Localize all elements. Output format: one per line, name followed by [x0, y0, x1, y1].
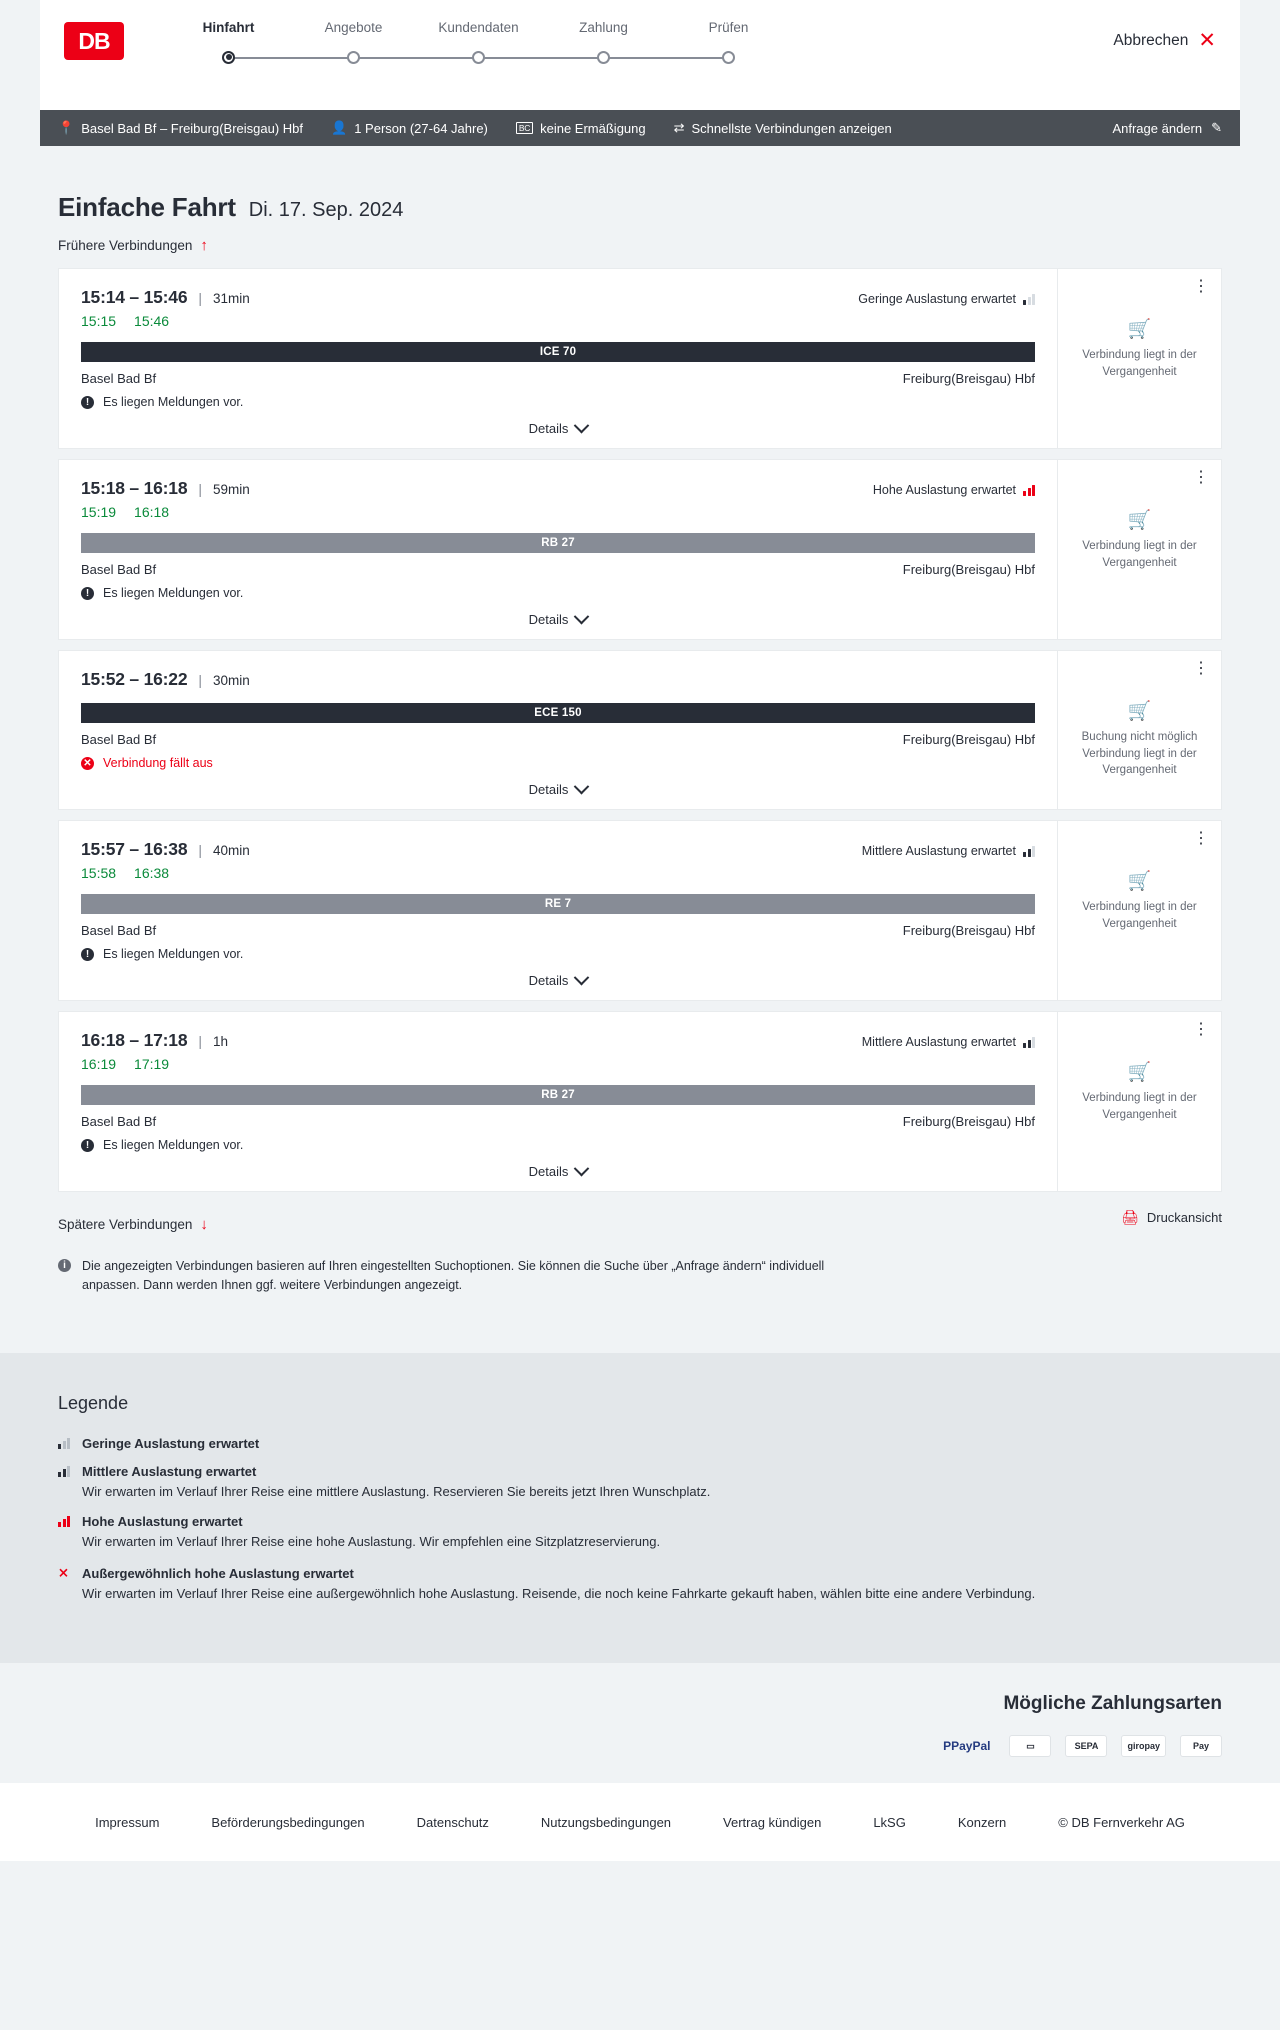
footer-link-datenschutz[interactable]: Datenschutz [416, 1814, 489, 1830]
payment-icons [58, 1735, 1222, 1757]
info-icon: i [58, 1259, 71, 1272]
connection-note [81, 756, 1035, 770]
realtime-departure: 16:19 [81, 1056, 117, 1072]
train-label: RE 7 [544, 898, 572, 910]
legend-item [58, 1464, 1222, 1502]
details-label: Details [528, 421, 569, 436]
very-high-occupancy-icon: ⨯ [58, 1565, 69, 1581]
stations-row [81, 371, 1035, 386]
payment-label: ▭ [1026, 1740, 1035, 1751]
creditcard-icon [1009, 1735, 1051, 1757]
occupancy-indicator [862, 1035, 1035, 1049]
info-icon: ! [81, 587, 94, 600]
applepay-icon [1180, 1735, 1222, 1757]
stations-row [81, 732, 1035, 747]
step-connector [479, 57, 604, 59]
details-toggle[interactable] [81, 612, 1035, 627]
occupancy-indicator [873, 483, 1035, 497]
occupancy-bars-icon [1023, 1037, 1035, 1048]
scheduled-times: 15:57 – 16:38 [81, 839, 188, 859]
booking-status [1070, 729, 1209, 779]
duration-label: 1h [213, 1034, 229, 1049]
step-prüfen[interactable] [666, 20, 791, 70]
db-logo[interactable]: DB [64, 22, 124, 60]
details-label: Details [528, 1164, 569, 1179]
bahncard-icon: BC [516, 122, 533, 135]
legend-item [58, 1514, 1222, 1552]
train-bar[interactable] [81, 342, 1035, 362]
duration-label: 59min [213, 482, 250, 497]
printer-icon: 🖨 [1121, 1209, 1139, 1225]
stations-row [81, 923, 1035, 938]
footer-link-lksg[interactable]: LkSG [873, 1814, 906, 1830]
more-options-icon[interactable]: ⋮ [1193, 278, 1209, 295]
realtime-times [81, 504, 1035, 520]
connection-note [81, 395, 1035, 409]
scheduled-times: 15:18 – 16:18 [81, 478, 188, 498]
details-label: Details [528, 973, 569, 988]
header [40, 0, 1240, 110]
payment-label: giropay [1127, 1741, 1160, 1752]
payment-methods-title: Mögliche Zahlungsarten [1003, 1693, 1222, 1715]
arrow-down-icon: ↓ [200, 1216, 208, 1233]
origin-station: Basel Bad Bf [81, 732, 157, 747]
occupancy-label: Hohe Auslastung erwartet [872, 483, 1016, 497]
destination-station: Freiburg(Breisgau) Hbf [902, 562, 1035, 577]
connection-times-row [81, 669, 1035, 690]
shopping-cart-icon: 🛒 [1127, 871, 1152, 892]
query-discount-label: keine Ermäßigung [540, 120, 646, 136]
legend-item-head [58, 1565, 1222, 1581]
giropay-icon [1121, 1735, 1166, 1757]
later-connections-button[interactable] [40, 1216, 208, 1233]
realtime-departure: 15:15 [81, 313, 117, 329]
occupancy-label: Mittlere Auslastung erwartet [861, 1035, 1016, 1049]
print-view-button[interactable] [1121, 1209, 1240, 1226]
change-query-button[interactable] [1112, 120, 1226, 136]
header-region [0, 0, 1280, 110]
chevron-down-icon [574, 970, 590, 986]
booking-status-line2: Verbindung liegt in der Vergangenheit [1082, 747, 1197, 777]
step-dot-icon [597, 51, 610, 64]
occupancy-bars-icon [58, 1516, 71, 1527]
occupancy-indicator [862, 844, 1035, 858]
connection-note [81, 947, 1035, 961]
more-options-icon[interactable]: ⋮ [1193, 660, 1209, 677]
print-view-label: Druckansicht [1146, 1210, 1222, 1225]
separator: | [198, 481, 203, 497]
booking-status-line2: Verbindung liegt in der Vergangenheit [1082, 901, 1197, 930]
details-toggle[interactable] [81, 1164, 1035, 1179]
connection-booking-panel [1057, 1012, 1221, 1191]
payment-label: SEPA [1074, 1741, 1099, 1752]
shopping-cart-icon: 🛒 [1127, 1062, 1152, 1083]
chevron-down-icon [574, 418, 590, 434]
scheduled-times: 16:18 – 17:18 [81, 1030, 188, 1050]
connection-note-text: Es liegen Meldungen vor. [103, 586, 244, 600]
footer-copyright: © DB Fernverkehr AG [1058, 1814, 1185, 1830]
earlier-connections-label: Frühere Verbindungen [58, 238, 193, 253]
location-pin-icon: 📍 [58, 120, 75, 135]
train-bar[interactable] [81, 703, 1035, 723]
search-options-hint-text: Die angezeigten Verbindungen basieren auf Ihren eingestellten Suchoptionen. Sie können die Suche über „Anfrage ändern“ individuell anpassen. Dann werden Ihnen ggf. weitere Verbindungen angezeigt. [82, 1259, 825, 1292]
page-footer [0, 1783, 1280, 1861]
cancel-button[interactable] [1113, 30, 1216, 51]
realtime-times [81, 865, 1035, 881]
step-connector [604, 57, 729, 59]
step-hinfahrt[interactable] [166, 20, 291, 70]
query-discount[interactable] [502, 121, 660, 136]
realtime-times [81, 1056, 1035, 1072]
occupancy-bars-icon [58, 1438, 71, 1449]
duration-label: 40min [213, 843, 250, 858]
query-route[interactable] [54, 120, 317, 136]
occupancy-bars-icon [1023, 485, 1035, 496]
connection-details [59, 460, 1057, 639]
booking-status-line1: Buchung nicht möglich [1081, 731, 1198, 743]
footer-link-impressum[interactable]: Impressum [95, 1814, 160, 1830]
footer-link-konzern[interactable]: Konzern [957, 1814, 1007, 1830]
footer-link-nutzungsbedingungen[interactable]: Nutzungsbedingungen [540, 1814, 672, 1830]
info-icon: ! [81, 948, 94, 961]
occupancy-label: Mittlere Auslastung erwartet [861, 844, 1016, 858]
connection-times-row [81, 839, 1035, 860]
legend-item-head [58, 1514, 1222, 1529]
step-connector [229, 57, 354, 59]
payment-label: PayPal [951, 1739, 991, 1754]
connection-booking-panel [1057, 460, 1221, 639]
step-angebote[interactable] [291, 20, 416, 70]
more-options-icon[interactable]: ⋮ [1193, 469, 1209, 486]
cancelled-icon: ✕ [81, 757, 94, 770]
details-label: Details [528, 612, 569, 627]
query-passengers[interactable] [317, 120, 502, 136]
duration-label: 31min [213, 291, 250, 306]
chevron-down-icon [574, 609, 590, 625]
legend-item-label: Mittlere Auslastung erwartet [82, 1463, 257, 1479]
separator: | [198, 1033, 203, 1049]
chevron-down-icon [574, 1161, 590, 1177]
destination-station: Freiburg(Breisgau) Hbf [902, 1114, 1035, 1129]
step-label: Kundendaten [438, 20, 519, 35]
origin-station: Basel Bad Bf [81, 371, 157, 386]
train-bar[interactable] [81, 894, 1035, 914]
arrow-up-icon: ↑ [200, 237, 208, 254]
query-sorting[interactable] [660, 120, 906, 136]
realtime-departure: 15:19 [81, 504, 117, 520]
list-footer-row [40, 1202, 1240, 1233]
realtime-arrival: 17:19 [134, 1056, 170, 1072]
connection-card[interactable] [58, 459, 1222, 640]
destination-station: Freiburg(Breisgau) Hbf [902, 371, 1035, 386]
connection-note-text: Es liegen Meldungen vor. [103, 395, 244, 409]
occupancy-bars-icon [1023, 294, 1035, 305]
details-toggle[interactable] [81, 782, 1035, 797]
scheduled-times: 15:52 – 16:22 [81, 669, 188, 689]
duration-label: 30min [213, 673, 250, 688]
legend-section [0, 1353, 1280, 1664]
connection-note-text: Verbindung fällt aus [103, 756, 213, 770]
person-icon: 👤 [331, 120, 348, 135]
legend-item-description: Wir erwarten im Verlauf Ihrer Reise eine hohe Auslastung. Wir empfehlen eine Sitzplatzreservierung. [82, 1534, 661, 1550]
connection-details [59, 821, 1057, 1000]
connection-times-row [81, 478, 1035, 499]
legend-items [58, 1436, 1222, 1605]
connection-note [81, 1138, 1035, 1152]
legend-title: Legende [58, 1392, 129, 1413]
connection-booking-panel [1057, 269, 1221, 448]
legend-item [58, 1436, 1222, 1451]
booking-status [1070, 899, 1209, 932]
connection-note-text: Es liegen Meldungen vor. [103, 947, 244, 961]
change-query-label: Anfrage ändern [1112, 120, 1203, 136]
origin-station: Basel Bad Bf [81, 562, 157, 577]
step-kundendaten[interactable] [416, 20, 541, 70]
query-passengers-label: 1 Person (27-64 Jahre) [354, 120, 488, 136]
connection-details [59, 269, 1057, 448]
booking-status [1070, 347, 1209, 380]
query-sorting-label: Schnellste Verbindungen anzeigen [691, 120, 892, 136]
legend-item-description: Wir erwarten im Verlauf Ihrer Reise eine mittlere Auslastung. Reservieren Sie bereits jetzt Ihren Wunschplatz. [82, 1483, 711, 1499]
later-connections-label: Spätere Verbindungen [58, 1217, 193, 1232]
realtime-arrival: 15:46 [134, 313, 170, 329]
details-label: Details [528, 782, 569, 797]
pencil-icon: ✎ [1211, 120, 1222, 135]
realtime-arrival: 16:38 [134, 865, 170, 881]
swap-icon: ⇄ [673, 120, 685, 135]
connection-note [81, 586, 1035, 600]
step-label: Hinfahrt [202, 20, 255, 35]
booking-status-line2: Verbindung liegt in der Vergangenheit [1082, 1092, 1197, 1121]
legend-item [58, 1565, 1222, 1604]
legend-item-label: Geringe Auslastung erwartet [82, 1435, 260, 1451]
step-dot-icon [222, 51, 235, 64]
connection-card[interactable] [58, 1011, 1222, 1192]
step-zahlung[interactable] [541, 20, 666, 70]
train-bar[interactable] [81, 1085, 1035, 1105]
separator: | [198, 842, 203, 858]
separator: | [198, 672, 203, 688]
scheduled-times: 15:14 – 15:46 [81, 287, 188, 307]
details-toggle[interactable] [81, 421, 1035, 436]
legend-item-head [58, 1464, 1222, 1479]
legend-item-label: Außergewöhnlich hohe Auslastung erwartet [82, 1565, 354, 1581]
connection-card[interactable] [58, 650, 1222, 810]
page-title: Einfache Fahrt [58, 192, 236, 222]
step-label: Angebote [324, 20, 383, 35]
step-label: Zahlung [579, 20, 628, 35]
connection-details [59, 1012, 1057, 1191]
destination-station: Freiburg(Breisgau) Hbf [902, 732, 1035, 747]
booking-status [1070, 538, 1209, 571]
booking-status-line2: Verbindung liegt in der Vergangenheit [1082, 540, 1197, 569]
more-options-icon[interactable]: ⋮ [1193, 830, 1209, 847]
step-label: Prüfen [708, 20, 749, 35]
search-query-bar [40, 110, 1240, 146]
shopping-cart-icon: 🛒 [1127, 510, 1152, 531]
shopping-cart-icon: 🛒 [1127, 319, 1152, 340]
close-icon[interactable]: ✕ [1198, 29, 1216, 52]
connection-list [40, 268, 1240, 1192]
connection-card[interactable] [58, 268, 1222, 449]
chevron-down-icon [574, 779, 590, 795]
booking-status [1070, 1090, 1209, 1123]
sepa-icon [1065, 1735, 1107, 1757]
stations-row [81, 562, 1035, 577]
query-route-label: Basel Bad Bf – Freiburg(Breisgau) Hbf [81, 120, 304, 136]
origin-station: Basel Bad Bf [81, 923, 157, 938]
travel-date: Di. 17. Sep. 2024 [248, 199, 404, 221]
step-dot-icon [347, 51, 360, 64]
page-title-row [40, 192, 1240, 223]
occupancy-bars-icon [1023, 846, 1035, 857]
connection-booking-panel [1057, 821, 1221, 1000]
payment-label: Pay [1192, 1741, 1209, 1752]
connection-times-row [81, 1030, 1035, 1051]
train-label: RB 27 [541, 1089, 575, 1101]
search-options-hint [58, 1257, 848, 1295]
details-toggle[interactable] [81, 973, 1035, 988]
booking-status-line2: Verbindung liegt in der Vergangenheit [1082, 349, 1197, 378]
stations-row [81, 1114, 1035, 1129]
info-icon: ! [81, 396, 94, 409]
realtime-departure: 15:58 [81, 865, 117, 881]
more-options-icon[interactable]: ⋮ [1193, 1021, 1209, 1038]
paypal-icon: P PayPal [943, 1739, 991, 1754]
main-content [40, 146, 1240, 1295]
train-bar[interactable] [81, 533, 1035, 553]
connection-note-text: Es liegen Meldungen vor. [103, 1138, 244, 1152]
checkout-stepper [166, 20, 791, 70]
connection-card[interactable] [58, 820, 1222, 1001]
info-icon: ! [81, 1139, 94, 1152]
cancel-label: Abbrechen [1113, 31, 1189, 49]
connection-booking-panel [1057, 651, 1221, 809]
destination-station: Freiburg(Breisgau) Hbf [902, 923, 1035, 938]
legend-item-label: Hohe Auslastung erwartet [82, 1514, 243, 1530]
train-label: ICE 70 [539, 346, 577, 358]
step-dot-icon [722, 51, 735, 64]
connection-times-row [81, 287, 1035, 308]
legend-item-description: Wir erwarten im Verlauf Ihrer Reise eine außergewöhnlich hohe Auslastung. Reisende, die noch keine Fahrkarte gekauft haben, wählen bitte eine andere Verbindung. [82, 1586, 1036, 1602]
footer-link-bef-rderungsbedingungen[interactable]: Beförderungsbedingungen [211, 1814, 365, 1830]
origin-station: Basel Bad Bf [81, 1114, 157, 1129]
legend-item-head [58, 1436, 1222, 1451]
train-label: RB 27 [541, 537, 575, 549]
occupancy-label: Geringe Auslastung erwartet [858, 292, 1016, 306]
payment-methods-section [0, 1663, 1280, 1783]
realtime-arrival: 16:18 [134, 504, 170, 520]
occupancy-bars-icon [58, 1466, 71, 1477]
connection-details [59, 651, 1057, 809]
footer-link-vertrag-k-ndigen[interactable]: Vertrag kündigen [723, 1814, 822, 1830]
train-label: ECE 150 [534, 707, 582, 719]
step-dot-icon [472, 51, 485, 64]
occupancy-indicator [858, 292, 1035, 306]
shopping-cart-icon: 🛒 [1127, 701, 1152, 722]
step-connector [354, 57, 479, 59]
earlier-connections-button[interactable] [40, 237, 1240, 254]
realtime-times [81, 313, 1035, 329]
separator: | [198, 290, 203, 306]
